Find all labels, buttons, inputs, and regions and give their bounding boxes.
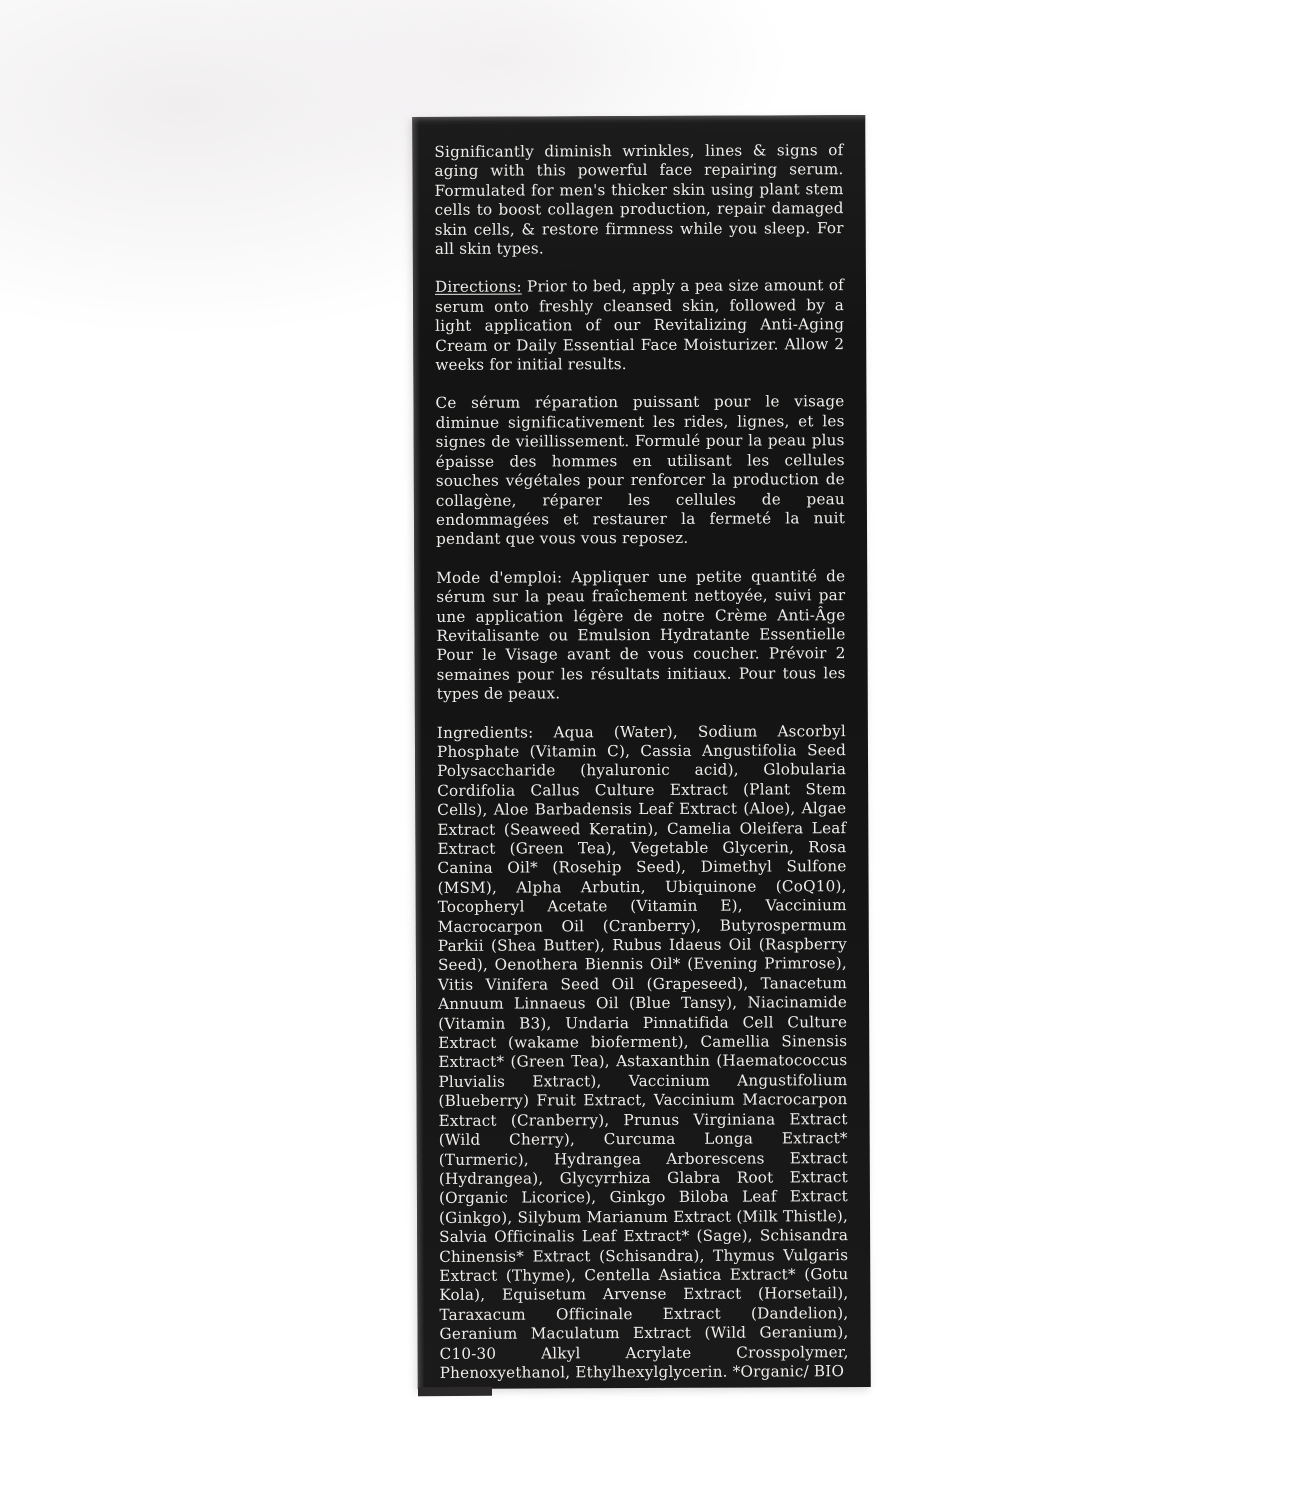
ingredients-footnote: *Organic/ BIO: [732, 1362, 845, 1381]
description-paragraph-en: Significantly diminish wrinkles, lines & signs of aging with this powerful face repairing serum. Formulated for men's thicker skin using plant stem cells to boost collagen production, repair damaged skin cells, & restore firmness while you sleep. For all skin types.: [434, 141, 844, 258]
box-bottom-flap: [418, 1387, 492, 1396]
directions-label: Directions:: [434, 277, 522, 297]
ingredients-label: Ingredients:: [436, 723, 534, 742]
ingredients-paragraph: [437, 722, 849, 1384]
directions-paragraph: [435, 277, 844, 376]
box-text-block: [434, 141, 848, 1383]
ingredients-text: Aqua (Water), Sodium Ascorbyl Phosphate (Vitamin C), Cassia Angustifolia Seed Polysaccharide (hyaluronic acid), Globularia Cordifolia Callus Culture Extract (Plant Stem Cells), Aloe Barbadensis Leaf Extract (Aloe), Algae Extract (Seaweed Keratin), Camelia Oleifera Leaf Extract (Green Tea), Vegetable Glycerin, Rosa Canina Oil* (Rosehip Seed), Dimethyl Sulfone (MSM), Alpha Arbutin, Ubiquinone (CoQ10), Tocopheryl Acetate (Vitamin E), Vaccinium Macrocarpon Oil (Cranberry), Butyrospermum Parkii (Shea Butter), Rubus Idaeus Oil (Raspberry Seed), Oenothera Biennis Oil* (Evening Primrose), Vitis Vinifera Seed Oil (Grapeseed), Tanacetum Annuum Linnaeus Oil (Blue Tansy), Niacinamide (Vitamin B3), Undaria Pinnatifida Cell Culture Extract (wakame bioferment), Camellia Sinensis Extract* (Green Tea), Astaxanthin (Haematococcus Pluvialis Extract), Vaccinium Angustifolium (Blueberry) Fruit Extract, Vaccinium Macrocarpon Extract (Cranberry), Prunus Virginiana Extract (Wild Cherry), Curcuma Longa Extract* (Turmeric), Hydrangea Arborescens Extract (Hydrangea), Glycyrrhiza Glabra Root Extract (Organic Licorice), Ginkgo Biloba Leaf Extract (Ginkgo), Silybum Marianum Extract (Milk Thistle), Salvia Officinalis Leaf Extract* (Sage), Schisandra Chinensis* Extract (Schisandra), Thymus Vulgaris Extract (Thyme), Centella Asiatica Extract* (Gotu Kola), Equisetum Arvense Extract (Horsetail), Taraxacum Officinale Extract (Dandelion), Geranium Maculatum Extract (Wild Geranium), C10-30 Alkyl Acrylate Crosspolymer, Phenoxyethanol, Ethylhexylglycerin.: [436, 721, 849, 1382]
description-paragraph-fr: Ce sérum réparation puissant pour le visage diminue significativement les rides, lignes, et les signes de vieillissement. Formulé pour la peau plus épaisse des hommes en utilisant les cellules souches végétales pour renforcer la production de collagène, réparer les cellules de peau endommagées et restaurer la fermeté la nuit pendant que vous vous reposez.: [435, 392, 846, 549]
box-left-edge: [412, 117, 425, 1389]
product-box-back-panel: [412, 115, 871, 1389]
mode-demploi-paragraph: Mode d'emploi: Appliquer une petite quantité de sérum sur la peau fraîchement nettoyée, suivi par une application légère de notre Crème Anti-Âge Revitalisante ou Emulsion Hydratante Essentielle Pour le Visage avant de vous coucher. Prévoir 2 semaines pour les résultats initiaux. Pour tous les types de peaux.: [436, 566, 846, 704]
box-top-edge: [412, 115, 865, 125]
directions-text: Prior to bed, apply a pea size amount of serum onto freshly cleansed skin, followed by a light application of our Revitalizing Anti-Aging Cream or Daily Essential Face Moisturizer. Allow 2 weeks for initial results.: [435, 276, 845, 374]
